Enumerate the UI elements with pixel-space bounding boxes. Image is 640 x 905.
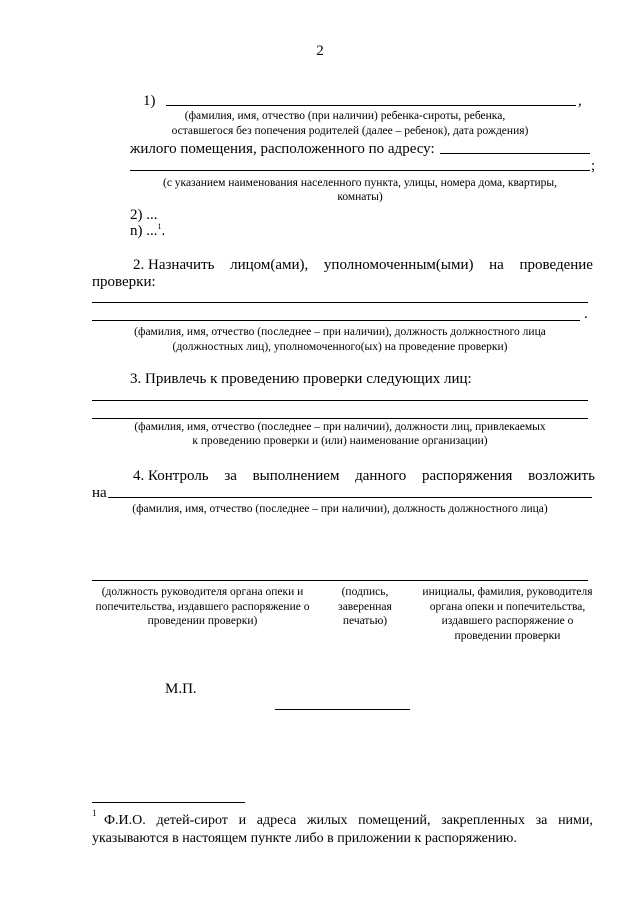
section2-word: проведение [519, 257, 593, 273]
footnote-word: и [238, 813, 247, 828]
address-trail: ; [591, 158, 596, 174]
section2-fill-line2 [92, 320, 580, 321]
item1-trail: , [578, 93, 582, 109]
item1-marker: 1) [143, 93, 156, 109]
address-fill-line2 [130, 170, 590, 171]
section2-word: лицом(ами), [230, 257, 309, 273]
address-note-line2: комнаты) [337, 191, 383, 203]
section2-note-line2: (должностных лиц), уполномоченного(ых) на проведение проверки) [172, 341, 508, 353]
section2-word: 2. Назначить [133, 257, 215, 273]
section3-note-line1: (фамилия, имя, отчество (последнее – при наличии), должности лиц, привлекаемых [134, 421, 546, 433]
section2-note-line1: (фамилия, имя, отчество (последнее – при наличии), должность должностного лица [134, 326, 546, 338]
signature-position-caption: (должность руководителя органа опеки и попечительства, издавшего распоряжение о проведении проверки) [95, 586, 310, 627]
section2-line2: проверки: [92, 274, 156, 290]
address-label: жилого помещения, расположенного по адресу: [130, 141, 435, 157]
address-fill-line1 [440, 153, 590, 154]
section3-note-line2: к проведению проверки и (или) наименование организации) [192, 435, 488, 447]
item1-fill-line [166, 105, 576, 106]
section4-word: распоряжения [421, 468, 513, 484]
section2-line1 [133, 256, 593, 274]
section3-fill-line2 [92, 418, 588, 419]
itemn-text [130, 222, 165, 240]
address-note-line1: (с указанием наименования населенного пункта, улицы, номера дома, квартиры, [162, 177, 558, 189]
section4-word: выполнением [252, 468, 340, 484]
footnote-word: адреса [256, 813, 297, 828]
footnote-line1 [104, 812, 593, 830]
item1-note-line2: оставшегося без попечения родителей (далее – ребенок), дата рождения) [171, 125, 529, 137]
footnote-word: помещений, [358, 813, 431, 828]
section4-line1 [133, 467, 595, 485]
footnote-word: детей-сирот [156, 813, 228, 828]
section3-text: 3. Привлечь к проведению проверки следующих лиц: [130, 371, 472, 387]
footnote-word: ними, [558, 813, 593, 828]
itemn-label: n) ... [130, 223, 158, 239]
section4-word: 4. Контроль [133, 468, 209, 484]
footnote-separator [92, 802, 245, 803]
section4-word: возложить [528, 468, 595, 484]
section4-note: (фамилия, имя, отчество (последнее – при наличии), должность должностного лица) [132, 503, 548, 515]
section4-fill-line [108, 497, 592, 498]
stamp-label: М.П. [165, 681, 197, 697]
signature-line [92, 580, 588, 581]
section2-word: уполномоченным(ыми) [323, 257, 474, 273]
section3-fill-line1 [92, 400, 588, 401]
section4-line2: на [92, 485, 107, 501]
footnote-ref: 1 [157, 222, 162, 231]
signature-sign-caption: (подпись, заверенная печатью) [338, 586, 392, 627]
footnote-word: закрепленных [441, 813, 525, 828]
signature-name-caption: инициалы, фамилия, руководителя органа опеки и попечительства, издавшего распоряжение о проведении проверки [422, 586, 593, 642]
section4-word: данного [355, 468, 407, 484]
section2-word: на [489, 257, 504, 273]
page-number: 2 [316, 43, 324, 59]
section2-trail: . [584, 306, 588, 322]
footnote-marker: 1 [92, 808, 97, 818]
footnote-word: за [535, 813, 548, 828]
itemn-trail: . [161, 223, 166, 239]
section2-fill-line1 [92, 302, 588, 303]
footnote-word: жилых [306, 813, 348, 828]
footnote-word: Ф.И.О. [104, 813, 146, 828]
footnote-line2: указываются в настоящем пункте либо в приложении к распоряжению. [92, 831, 517, 846]
stamp-line [275, 709, 410, 710]
section4-word: за [224, 468, 237, 484]
item1-note-line1: (фамилия, имя, отчество (при наличии) ребенка-сироты, ребенка, [184, 110, 506, 122]
item2-text: 2) ... [130, 207, 158, 223]
